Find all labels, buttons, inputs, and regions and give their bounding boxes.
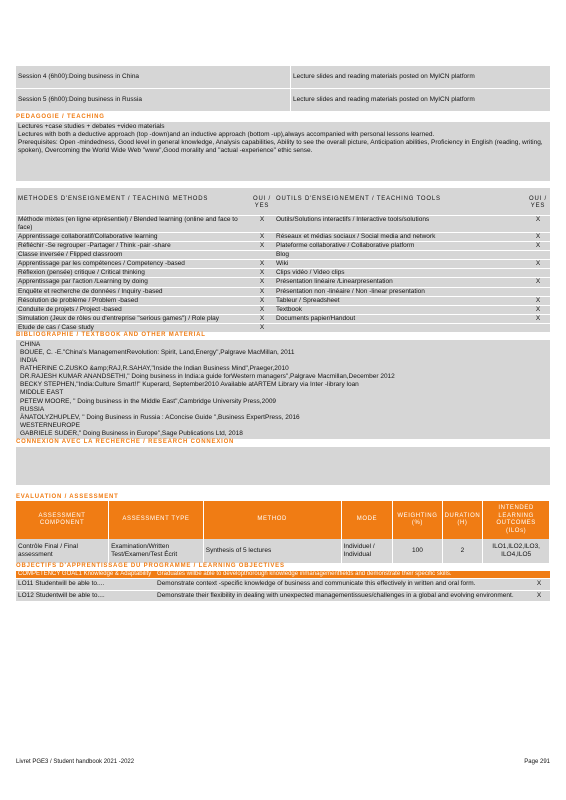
methods-row: [16, 296, 550, 305]
evaluation-cell: 100: [393, 539, 442, 563]
bibliography-line: ÄNATOLYZHUPLEV, " Doing Business in Russia : AConcise Guide ",Business ExpertPress, 2016: [20, 413, 300, 421]
bibliography-line: BECKY STEPHEN,"India:Culture Smart!!" Kuperard, September2010 Available atARTEM Library via Inter -library loan: [20, 381, 359, 389]
methods-row: [16, 278, 550, 287]
tool-name: Présentation non -linéaire / Non -linear presentation: [274, 287, 526, 296]
method-name: Enquête et recherche de données / Inquiry -based: [16, 287, 250, 296]
tool-name: Tableur / Spreadsheet: [274, 296, 526, 305]
method-yes-mark: X: [250, 305, 274, 314]
tool-name: Wiki: [274, 260, 526, 269]
sessions-table: [16, 66, 550, 112]
tool-yes-mark: X: [526, 278, 550, 287]
bibliography-line: MIDDLE EAST: [20, 389, 64, 397]
bibliography-line: RATHERINE C.ZUSKO &amp;RAJ,R.SAHAY,"Inside the Indian Business Mind",Praeger,2010: [20, 365, 289, 372]
methods-row: [16, 287, 550, 296]
tool-yes-mark: X: [526, 296, 550, 305]
method-name: Etude de cas / Case study: [16, 324, 250, 333]
objective-description: Demonstrate context -specific knowledge of business and communicate this effectively in written and oral form.: [155, 579, 528, 590]
tool-name: [274, 324, 526, 333]
method-name: Résolution de problème / Problem -based: [16, 296, 250, 305]
methods-row: [16, 324, 550, 333]
tool-name: Textbook: [274, 305, 526, 314]
pedagogy-prereq: Prerequisites: Open -mindedness, Good level in general knowledge, Analysis capabilities, Ability to see the overall picture, Anticipation abilities, Proficiency in English (reading, writing, spoken), Overcoming the World Wide Web "www",Good morality and "actual -experience" ethic sense.: [18, 138, 543, 154]
pedagogy-lectures: Lectures +case studies + debates +video materials: [18, 122, 165, 130]
session-title: Session 4 (6h00):Doing business in China: [16, 66, 291, 88]
method-name: Apprentissage par l'action /Learning by doing: [16, 278, 250, 287]
method-yes-mark: X: [250, 296, 274, 305]
methods-table: [16, 188, 550, 333]
method-yes-mark: X: [250, 269, 274, 278]
tool-name: Présentation linéaire /Linearpresentation: [274, 278, 526, 287]
evaluation-header: WEIGHTING (%): [393, 501, 442, 539]
method-yes-mark: X: [250, 215, 274, 232]
evaluation-header: ASSESSMENT TYPE: [109, 501, 204, 539]
evaluation-cell: Individuel / Individual: [341, 539, 393, 563]
evaluation-header: MODE: [341, 501, 393, 539]
pedagogy-approach: Lectures with both a deductive approach (top -down)and an inductive approach (bottom -up),always accompanied with personal lessons learned.: [18, 130, 435, 138]
methods-header: METHODES D'ENSEIGNEMENT / TEACHING METHODS: [18, 195, 209, 202]
bibliography-line: CHINA: [20, 340, 41, 348]
method-name: Réfléchir -Se regrouper -Partager / Think -pair -share: [16, 241, 250, 250]
bibliography-line: WESTERNEUROPE: [20, 421, 80, 429]
competency-goal-text: Graduates willbe able to developthorough knowledge inmanagementfields and demonstrate their specific skills.: [155, 571, 550, 579]
methods-row: [16, 215, 550, 232]
connexion-block: [16, 447, 550, 485]
evaluation-table: [16, 501, 550, 563]
pedagogy-block: [16, 122, 550, 181]
page-footer: [16, 759, 550, 767]
evaluation-header: INTENDED LEARNING OUTCOMES (ILOs): [483, 501, 550, 539]
session-row: [16, 89, 550, 112]
evaluation-header: DURATION (H): [442, 501, 483, 539]
bibliography-block: [16, 340, 550, 440]
pedagogy-title: PEDAGOGIE / TEACHING: [16, 114, 105, 120]
session-resources: Lecture slides and reading materials posted on MyICN platform: [293, 95, 475, 103]
objective-row: [16, 590, 550, 601]
methods-row: [16, 232, 550, 241]
tool-yes-mark: [526, 251, 550, 260]
methods-row: [16, 305, 550, 314]
methods-row: [16, 251, 550, 260]
evaluation-header: ASSESSMENT COMPONENT: [16, 501, 109, 539]
method-name: Simulation (Jeux de rôles ou d'entreprise "serious games") / Role play: [16, 314, 250, 323]
method-yes-mark: X: [250, 260, 274, 269]
bibliography-line: DR.RAJESH KUMAR ANANDSETHI," Doing business in India:a guide forWestern managers",Palgrave Macmillan,December 2012: [20, 373, 395, 381]
evaluation-cell: ILO1,ILO2,ILO3, ILO4,ILO5: [483, 539, 550, 563]
tool-yes-mark: X: [526, 241, 550, 250]
method-yes-mark: X: [250, 314, 274, 323]
objectives-title: OBJECTIFS D'APPRENTISSAGE DU PROGRAMME / LEARNING OBJECTIVES: [16, 563, 285, 570]
bibliography-line: BOUEE, C. -E."China's ManagementRevolution: Spirit, Land,Energy",Palgrave MacMillan, 2011: [20, 348, 295, 356]
method-yes-mark: X: [250, 241, 274, 250]
method-name: Classe inversée / Flipped classroom: [16, 251, 250, 260]
connexion-title: CONNEXION AVEC LA RECHERCHE / RESEARCH CONNEXION: [16, 439, 235, 446]
tool-name: Plateforme collaborative / Collaborative platform: [274, 241, 526, 250]
bibliography-line: GABRIELE SUDER," Doing Business in Europe",Sage Publications Ltd, 2018: [20, 430, 243, 437]
session-resources: Lecture slides and reading materials posted on MyICN platform: [293, 72, 475, 80]
tool-name: Documents papier/Handout: [274, 314, 526, 323]
bibliography-line: PETEW MOORE, " Doing business in the Middle East",Cambridge University Press,2009: [20, 397, 277, 405]
method-name: Méthode mixtes (en ligne etprésentiel) / Blended learning (online and face to face): [16, 215, 250, 232]
methods-row: [16, 260, 550, 269]
method-yes-mark: X: [250, 278, 274, 287]
evaluation-cell: Examination/Written Test/Examen/Test Écrit: [109, 539, 204, 563]
evaluation-header: METHOD: [203, 501, 341, 539]
bibliography-line: INDIA: [20, 356, 38, 364]
tool-yes-mark: [526, 269, 550, 278]
bibliography-title: BIBLIOGRAPHIE / TEXTBOOK AND OTHER MATERIAL: [16, 332, 206, 339]
footer-title: Livret PGE3 / Student handbook 2021 -2022: [16, 759, 135, 765]
method-name: Apprentissage collaboratif/Collaborative learning: [16, 232, 250, 241]
tool-yes-mark: [526, 287, 550, 296]
tool-name: Réseaux et médias sociaux / Social media and network: [274, 232, 526, 241]
tool-yes-mark: X: [526, 215, 550, 232]
evaluation-title: EVALUATION / ASSESSMENT: [16, 493, 119, 500]
tool-yes-mark: [526, 324, 550, 333]
tools-yes-header: OUI / YES: [528, 195, 547, 209]
methods-yes-header: OUI / YES: [252, 195, 271, 209]
tool-name: Blog: [274, 251, 526, 260]
session-row: [16, 66, 550, 89]
evaluation-cell: Contrôle Final / Final assessment: [16, 539, 109, 563]
tool-name: Clips vidéo / Video clips: [274, 269, 526, 278]
tool-yes-mark: X: [526, 260, 550, 269]
objective-mark: X: [528, 590, 550, 601]
method-yes-mark: [250, 251, 274, 260]
method-name: Conduite de projets / Project -based: [16, 305, 250, 314]
method-yes-mark: X: [250, 324, 274, 333]
session-title: Session 5 (6h00):Doing business in Russia: [16, 89, 291, 111]
tool-yes-mark: X: [526, 314, 550, 323]
objective-row: [16, 579, 550, 590]
objective-description: Demonstrate their flexibility in dealing with unexpected managementissues/challenges in a global and evolving environment.: [155, 590, 528, 601]
competency-goal-label: COMPETENCY GOAL1 Knowledge & Adaptability: [16, 571, 155, 579]
method-yes-mark: X: [250, 287, 274, 296]
bibliography-line: RUSSIA: [20, 405, 45, 413]
tool-yes-mark: X: [526, 305, 550, 314]
method-yes-mark: X: [250, 232, 274, 241]
objective-code: LO11 Studentwill be able to....: [16, 579, 155, 590]
method-name: Réflexion (pensée) critique / Critical thinking: [16, 269, 250, 278]
tool-yes-mark: X: [526, 232, 550, 241]
objective-code: LO12 Studentwill be able to....: [16, 590, 155, 601]
evaluation-cell: Synthesis of 5 lectures: [203, 539, 341, 563]
page-number: Page 291: [524, 759, 550, 765]
methods-row: [16, 314, 550, 323]
objectives-table: [16, 571, 550, 601]
tool-name: Outils/Solutions interactifs / Interactive tools/solutions: [274, 215, 526, 232]
evaluation-cell: 2: [442, 539, 483, 563]
methods-row: [16, 269, 550, 278]
objective-mark: X: [528, 579, 550, 590]
methods-row: [16, 241, 550, 250]
handbook-page: [16, 66, 550, 601]
method-name: Apprentissage par les compétences / Competency -based: [16, 260, 250, 269]
tools-header: OUTILS D'ENSEIGNEMENT / TEACHING TOOLS: [276, 195, 441, 202]
